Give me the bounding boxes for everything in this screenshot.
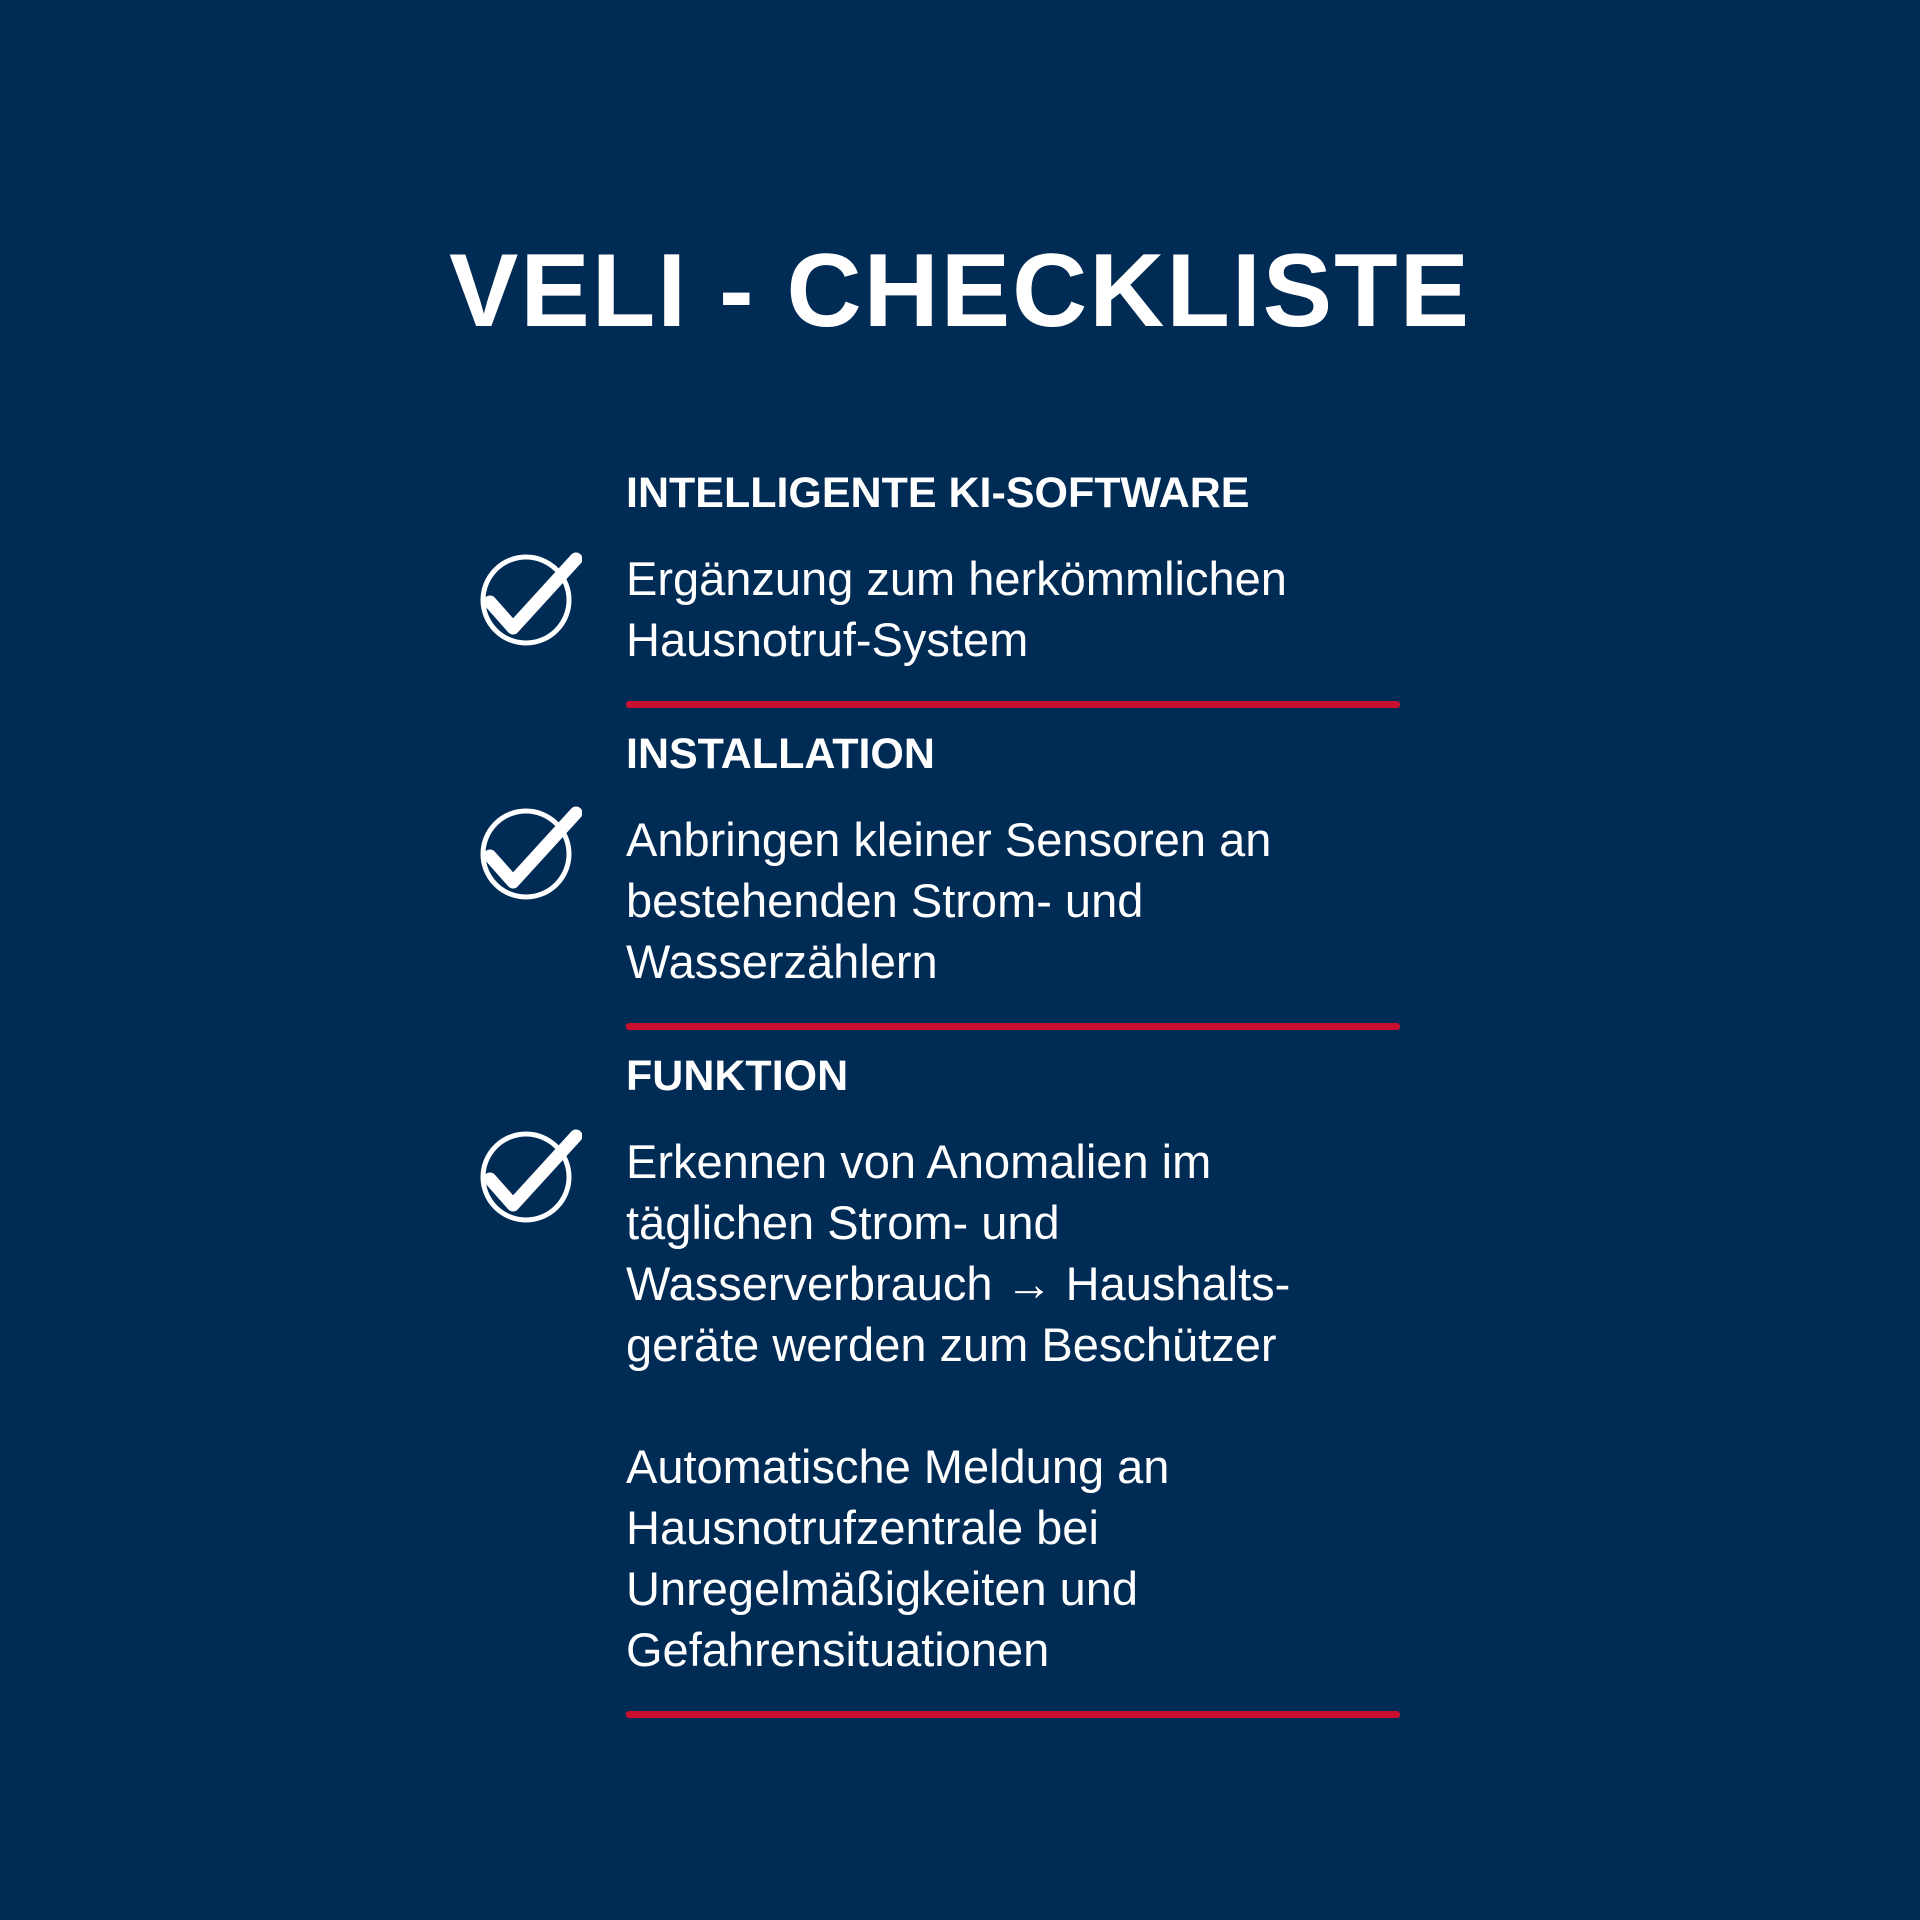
checkmark-circle-icon (476, 1128, 582, 1228)
body-line: Erkennen von Anomalien im (626, 1135, 1212, 1188)
checkmark-circle-icon (476, 805, 582, 905)
paragraph-gap (626, 1375, 1426, 1436)
body-line: Hausnotrufzentrale bei (626, 1501, 1099, 1554)
body-line: Ergänzung zum herkömmlichen (626, 552, 1287, 605)
body-line: geräte werden zum Beschützer (626, 1318, 1277, 1371)
page-title: VELI - CHECKLISTE (448, 233, 1472, 349)
body-line: Unregelmäßigkeiten und (626, 1562, 1139, 1615)
section-body-ki-software (626, 548, 1426, 670)
section-body-funktion (626, 1131, 1426, 1680)
body-line: bestehenden Strom- und (626, 874, 1144, 927)
checkmark-circle-icon (476, 551, 582, 651)
section-body-installation (626, 809, 1426, 992)
body-line: Automatische Meldung an (626, 1440, 1170, 1493)
body-line: Hausnotruf-System (626, 613, 1029, 666)
section-divider (626, 701, 1400, 708)
body-line: Wasserzählern (626, 935, 938, 988)
body-line: Wasserverbrauch → Haushalts- (626, 1257, 1291, 1310)
section-heading-funktion: FUNKTION (626, 1052, 849, 1100)
body-line: täglichen Strom- und (626, 1196, 1060, 1249)
section-divider (626, 1023, 1400, 1030)
body-line: Anbringen kleiner Sensoren an (626, 813, 1272, 866)
body-line: Gefahrensituationen (626, 1623, 1050, 1676)
section-divider (626, 1711, 1400, 1718)
section-heading-ki-software: INTELLIGENTE KI-SOFTWARE (626, 469, 1250, 517)
section-heading-installation: INSTALLATION (626, 730, 935, 778)
